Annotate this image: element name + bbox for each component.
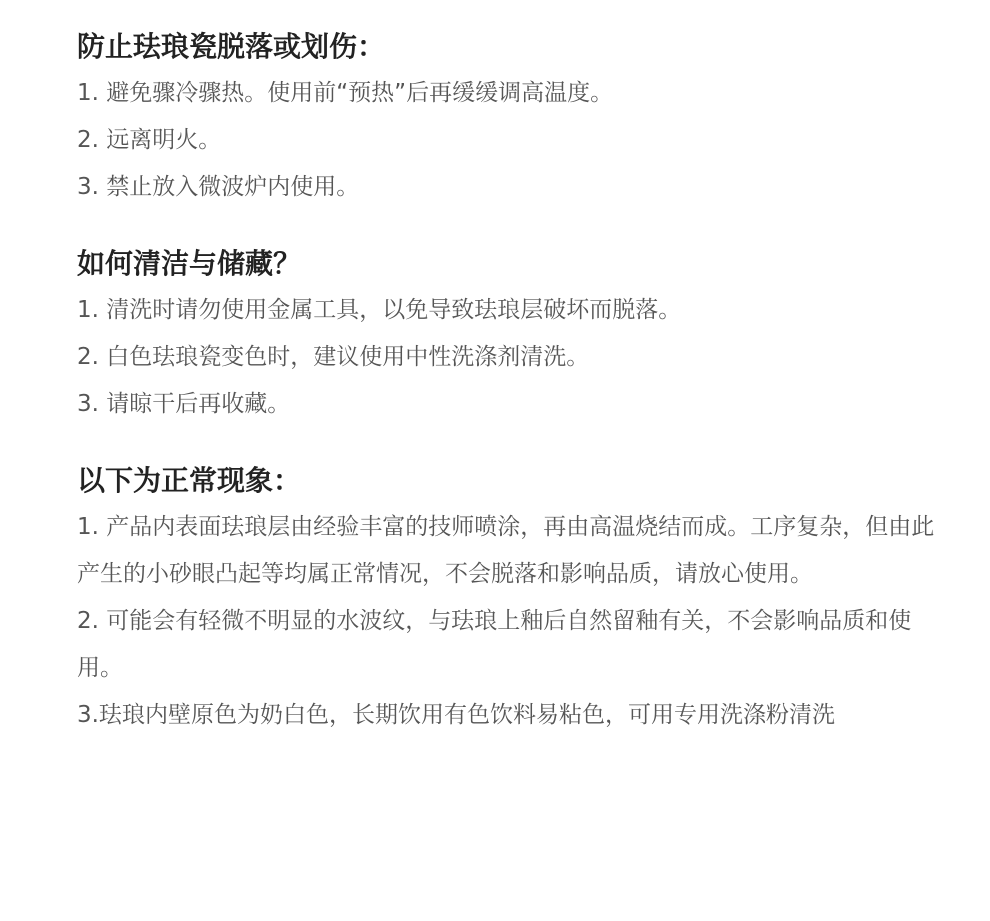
section-prevent-damage <box>77 26 950 211</box>
list-item: 2. 可能会有轻微不明显的水波纹，与珐琅上釉后自然留釉有关，不会影响品质和使用。 <box>77 608 912 681</box>
list-item: 2. 白色珐琅瓷变色时，建议使用中性洗涤剂清洗。 <box>77 344 590 370</box>
section-cleaning-storage <box>77 243 950 428</box>
list-item: 3.珐琅内壁原色为奶白色，长期饮用有色饮料易粘色，可用专用洗涤粉清洗 <box>77 702 835 728</box>
section-title: 以下为正常现象： <box>77 464 302 497</box>
section-normal-phenomena <box>77 460 950 739</box>
section-title: 防止珐琅瓷脱落或划伤： <box>77 30 386 63</box>
section-title: 如何清洁与储藏？ <box>77 247 302 280</box>
list-item: 3. 禁止放入微波炉内使用。 <box>77 174 360 200</box>
list-item: 1. 避免骤冷骤热。使用前“预热”后再缓缓调高温度。 <box>77 80 614 106</box>
list-item: 3. 请晾干后再收藏。 <box>77 391 291 417</box>
list-item: 1. 产品内表面珐琅层由经验丰富的技师喷涂，再由高温烧结而成。工序复杂，但由此产生的小砂眼凸起等均属正常情况，不会脱落和影响品质，请放心使用。 <box>77 514 935 587</box>
list-item: 2. 远离明火。 <box>77 127 222 153</box>
list-item: 1. 清洗时请勿使用金属工具，以免导致珐琅层破坏而脱落。 <box>77 297 682 323</box>
